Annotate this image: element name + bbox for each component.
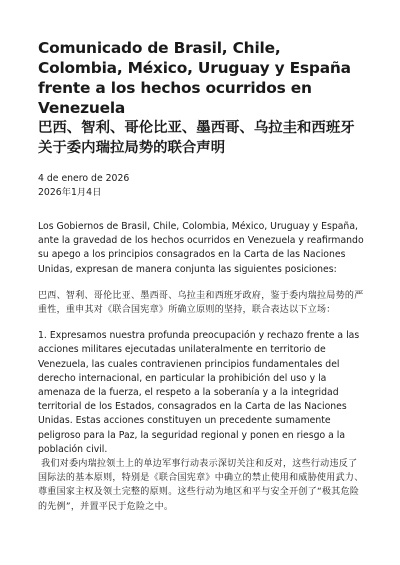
point-1-paragraph-spanish: 1. Expresamos nuestra profunda preocupación y rechazo frente a las acciones militares ejecutadas unilateralmente en territorio de Venezuela, las cuales contravienen principios fundamentales del derecho internacional, en particular la prohibición del uso y la amenaza de la fuerza, el respeto a la soberanía y a la integridad territorial de los Estados, consagrados en la Carta de las Naciones Unidas. Estas acciones constituyen un precedente sumamente peligroso para la Paz, la seguridad regional y ponen en riesgo a la población civil. — [38, 330, 360, 455]
point-1-paragraph-chinese: 我们对委内瑞拉领土上的单边军事行动表示深切关注和反对，这些行动违反了国际法的基本原则，特别是《联合国宪章》中确立的禁止使用和威胁使用武力、尊重国家主权及领土完整的原则。这些行动为地区和平与安全开创了“极其危险的先例”，并置平民于危险之中。 — [38, 459, 364, 512]
title-chinese: 巴西、智利、哥伦比亚、墨西哥、乌拉圭和西班牙关于委内瑞拉局势的联合声明 — [38, 120, 355, 156]
intro-paragraph-spanish: Los Gobiernos de Brasil, Chile, Colombia, México, Uruguay y España, ante la gravedad de los hechos ocurridos en Venezuela y reafirmando su apego a los principios consagrados en la Carta de las Naciones Unidas, expresan de manera conjunta las siguientes posiciones: — [38, 221, 364, 275]
date-chinese: 2026年1月4日 — [38, 187, 102, 198]
date-block — [38, 172, 366, 200]
date-spanish: 4 de enero de 2026 — [38, 173, 130, 184]
title-spanish: Comunicado de Brasil, Chile, Colombia, México, Uruguay y España frente a los hechos ocurridos en Venezuela — [38, 39, 351, 117]
intro-paragraph-chinese: 巴西、智利、哥伦比亚、墨西哥、乌拉圭和西班牙政府，鉴于委内瑞拉局势的严重性，重申其对《联合国宪章》所确立原则的坚持，联合表达以下立场： — [38, 290, 364, 316]
document-page — [38, 38, 366, 514]
